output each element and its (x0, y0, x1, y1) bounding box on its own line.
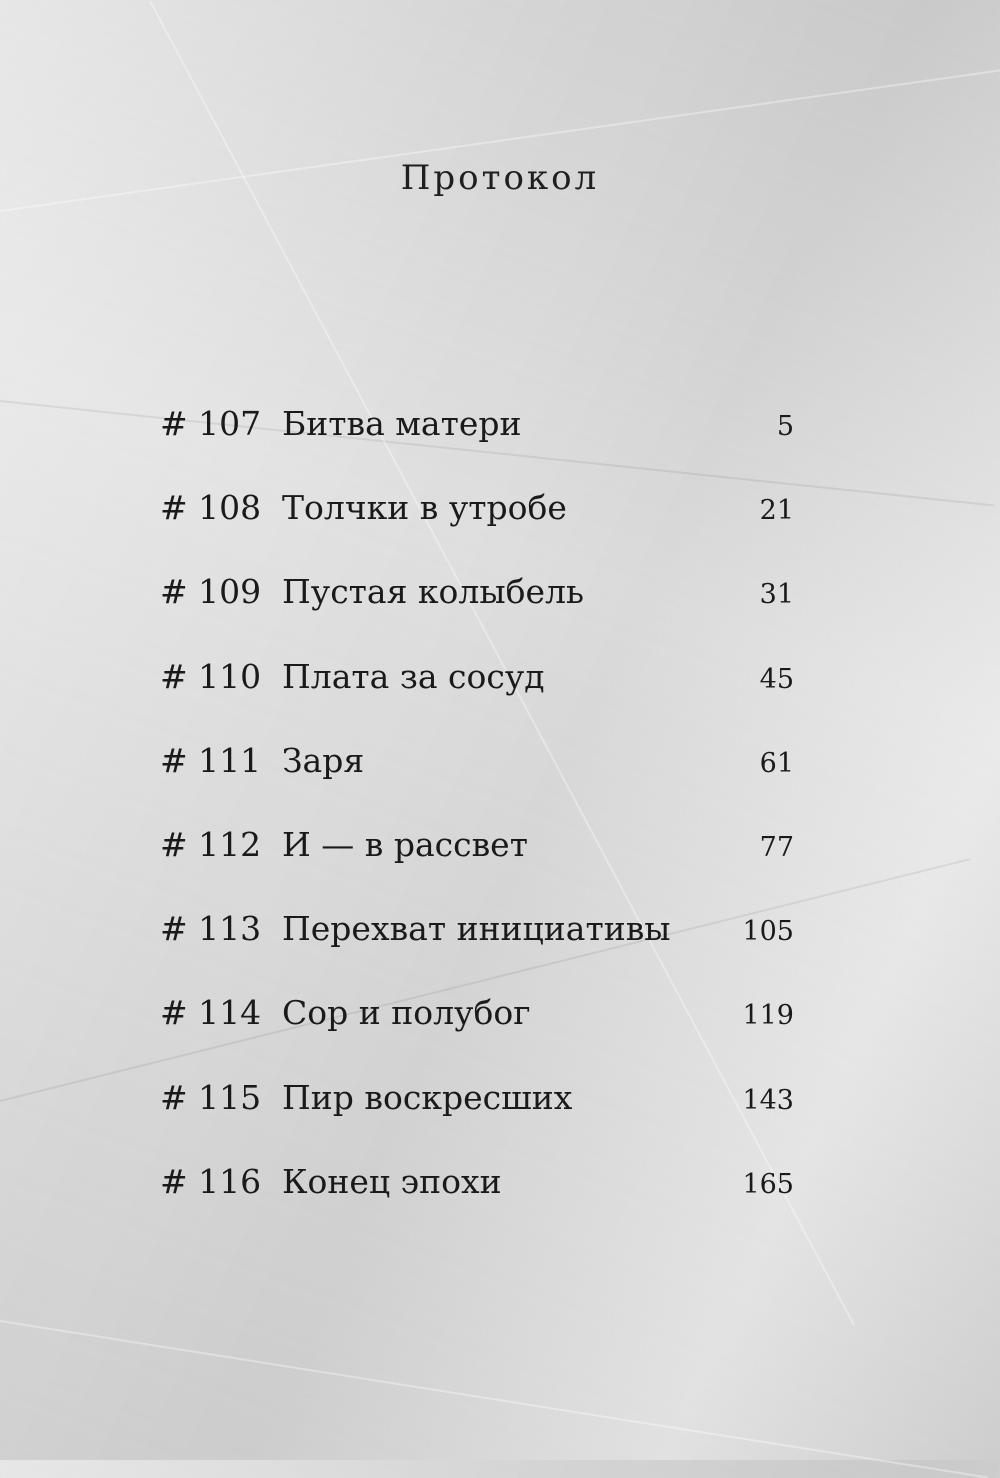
chapter-title: Пустая колыбель (282, 572, 584, 612)
chapter-number: # 116 (160, 1161, 262, 1201)
chapter-number: # 112 (160, 824, 262, 864)
paper-crease (0, 1320, 988, 1478)
chapter-title: Перехват инициативы (282, 909, 671, 949)
chapter-title: Конец эпохи (282, 1161, 502, 1201)
chapter-title: Сор и полубог (282, 993, 531, 1033)
page-number: 119 (742, 1000, 794, 1032)
chapter-number: # 109 (160, 572, 262, 612)
chapter-number: # 110 (160, 656, 262, 696)
chapter-number: # 114 (160, 993, 262, 1033)
toc-entry (160, 741, 794, 825)
page-number: 105 (742, 916, 794, 948)
page-number: 45 (759, 663, 794, 695)
toc-entry (160, 993, 794, 1077)
toc-entry (160, 404, 794, 488)
chapter-title: Битва матери (282, 404, 522, 443)
page-title: Протокол (400, 158, 600, 198)
page-number: 31 (759, 579, 794, 611)
chapter-number: # 108 (160, 488, 262, 528)
page-number: 5 (776, 411, 794, 442)
chapter-title: Заря (282, 740, 365, 780)
page-number: 143 (742, 1084, 794, 1116)
toc-entry (160, 572, 794, 656)
toc-entry (160, 909, 794, 993)
toc-entry (160, 488, 794, 572)
toc-entry (160, 825, 794, 909)
toc-entry (160, 657, 794, 741)
toc-entry (160, 1078, 794, 1162)
page-number: 21 (759, 495, 794, 527)
chapter-title: Пир воскресших (282, 1077, 573, 1117)
chapter-number: # 111 (160, 740, 262, 780)
page-number: 77 (759, 831, 794, 863)
chapter-number: # 113 (160, 909, 262, 949)
chapter-title: И — в рассвет (282, 824, 528, 864)
chapter-title: Толчки в утробе (282, 488, 567, 528)
chapter-number: # 115 (160, 1077, 262, 1117)
chapter-title: Плата за сосуд (282, 656, 545, 696)
chapter-number: # 107 (160, 404, 262, 443)
table-of-contents (160, 404, 794, 1246)
toc-entry (160, 1162, 794, 1246)
page-number: 165 (742, 1168, 794, 1200)
page-number: 61 (759, 747, 794, 779)
